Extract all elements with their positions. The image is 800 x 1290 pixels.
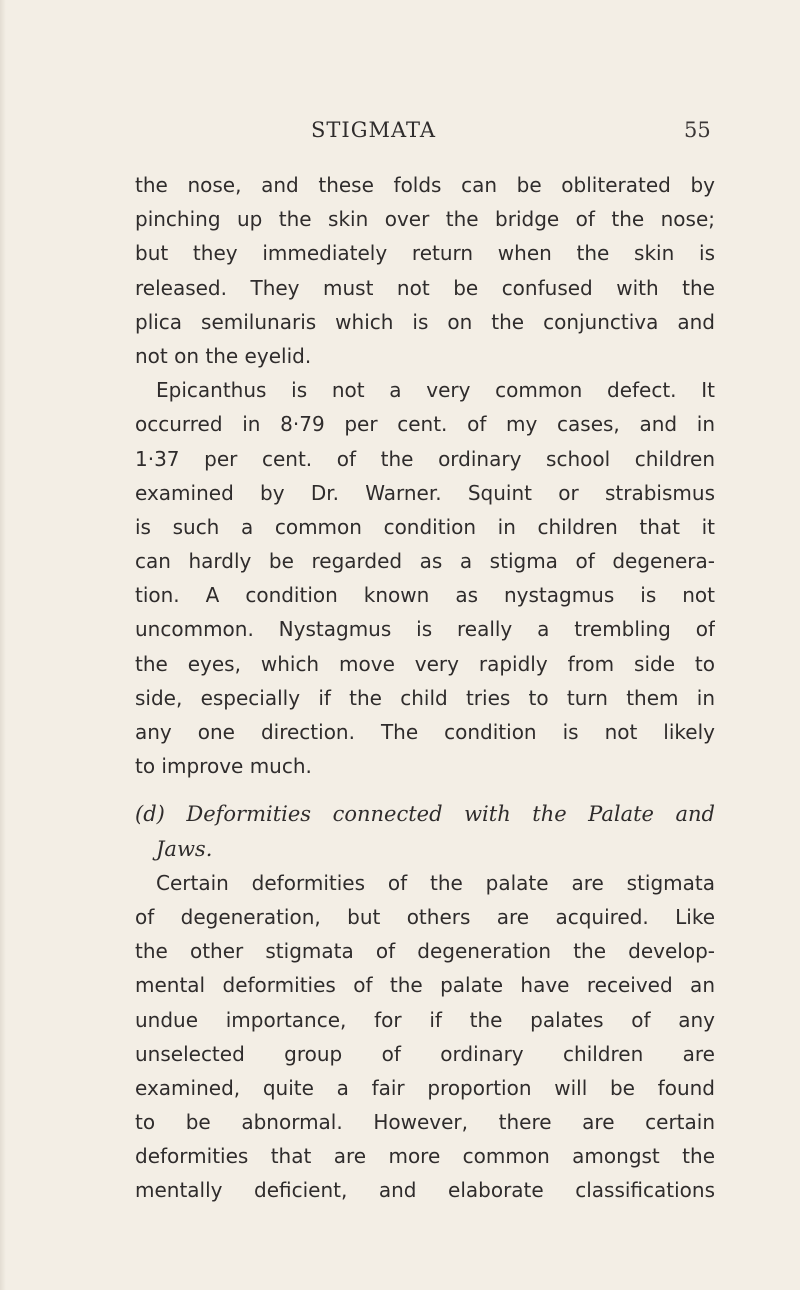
text-line: pinching up the skin over the bridge of the nose; — [135, 207, 715, 232]
paragraph-1 — [135, 168, 715, 373]
text-line: the eyes, which move very rapidly from side to — [135, 651, 715, 676]
text-line: side, especially if the child tries to turn them in — [135, 685, 715, 710]
running-head — [0, 118, 800, 148]
text-line: uncommon. Nystagmus is really a trembling of — [135, 617, 715, 642]
section-heading — [135, 797, 715, 865]
text-line: can hardly be regarded as a stigma of degenera- — [135, 549, 715, 574]
text-line: is such a common condition in children that it — [135, 514, 715, 539]
text-line: examined, quite a fair proportion will be found — [135, 1075, 715, 1100]
text-line: the nose, and these folds can be obliterated by — [135, 173, 715, 197]
text-line: not on the eyelid. — [135, 343, 312, 368]
text-line: Certain deformities of the palate are stigmata — [156, 870, 715, 895]
running-head-title: STIGMATA — [311, 118, 437, 142]
page-edge-shadow — [0, 0, 6, 1290]
text-line: mentally deficient, and elaborate classifications — [135, 1178, 715, 1203]
text-line: 1·37 per cent. of the ordinary school children — [135, 446, 715, 471]
text-line: released. They must not be confused with the — [135, 275, 715, 300]
section-heading-line: (d) Deformities connected with the Palate and — [135, 802, 715, 827]
text-line: mental deformities of the palate have received an — [135, 973, 715, 998]
section-heading-line: Jaws. — [156, 836, 213, 861]
text-line: tion. A condition known as nystagmus is not — [135, 583, 715, 608]
text-line: examined by Dr. Warner. Squint or strabismus — [135, 480, 715, 505]
text-line: deformities that are more common amongst the — [135, 1144, 715, 1169]
text-line: but they immediately return when the skin is — [135, 241, 715, 266]
text-line: the other stigmata of degeneration the develop- — [135, 939, 715, 964]
text-line: Epicanthus is not a very common defect. It — [156, 378, 715, 403]
page-number: 55 — [684, 118, 711, 142]
text-line: unselected group of ordinary children are — [135, 1041, 715, 1066]
text-line: to improve much. — [135, 754, 312, 779]
paragraph-3 — [135, 866, 715, 1208]
paragraph-2 — [135, 373, 715, 783]
text-line: occurred in 8·79 per cent. of my cases, and in — [135, 412, 715, 437]
text-line: plica semilunaris which is on the conjunctiva and — [135, 309, 715, 334]
text-line: any one direction. The condition is not likely — [135, 720, 715, 744]
text-line: to be abnormal. However, there are certain — [135, 1110, 715, 1135]
text-line: of degeneration, but others are acquired. Like — [135, 904, 715, 929]
text-line: undue importance, for if the palates of any — [135, 1007, 715, 1032]
section-spacer — [135, 783, 715, 797]
body-text — [135, 168, 715, 1208]
